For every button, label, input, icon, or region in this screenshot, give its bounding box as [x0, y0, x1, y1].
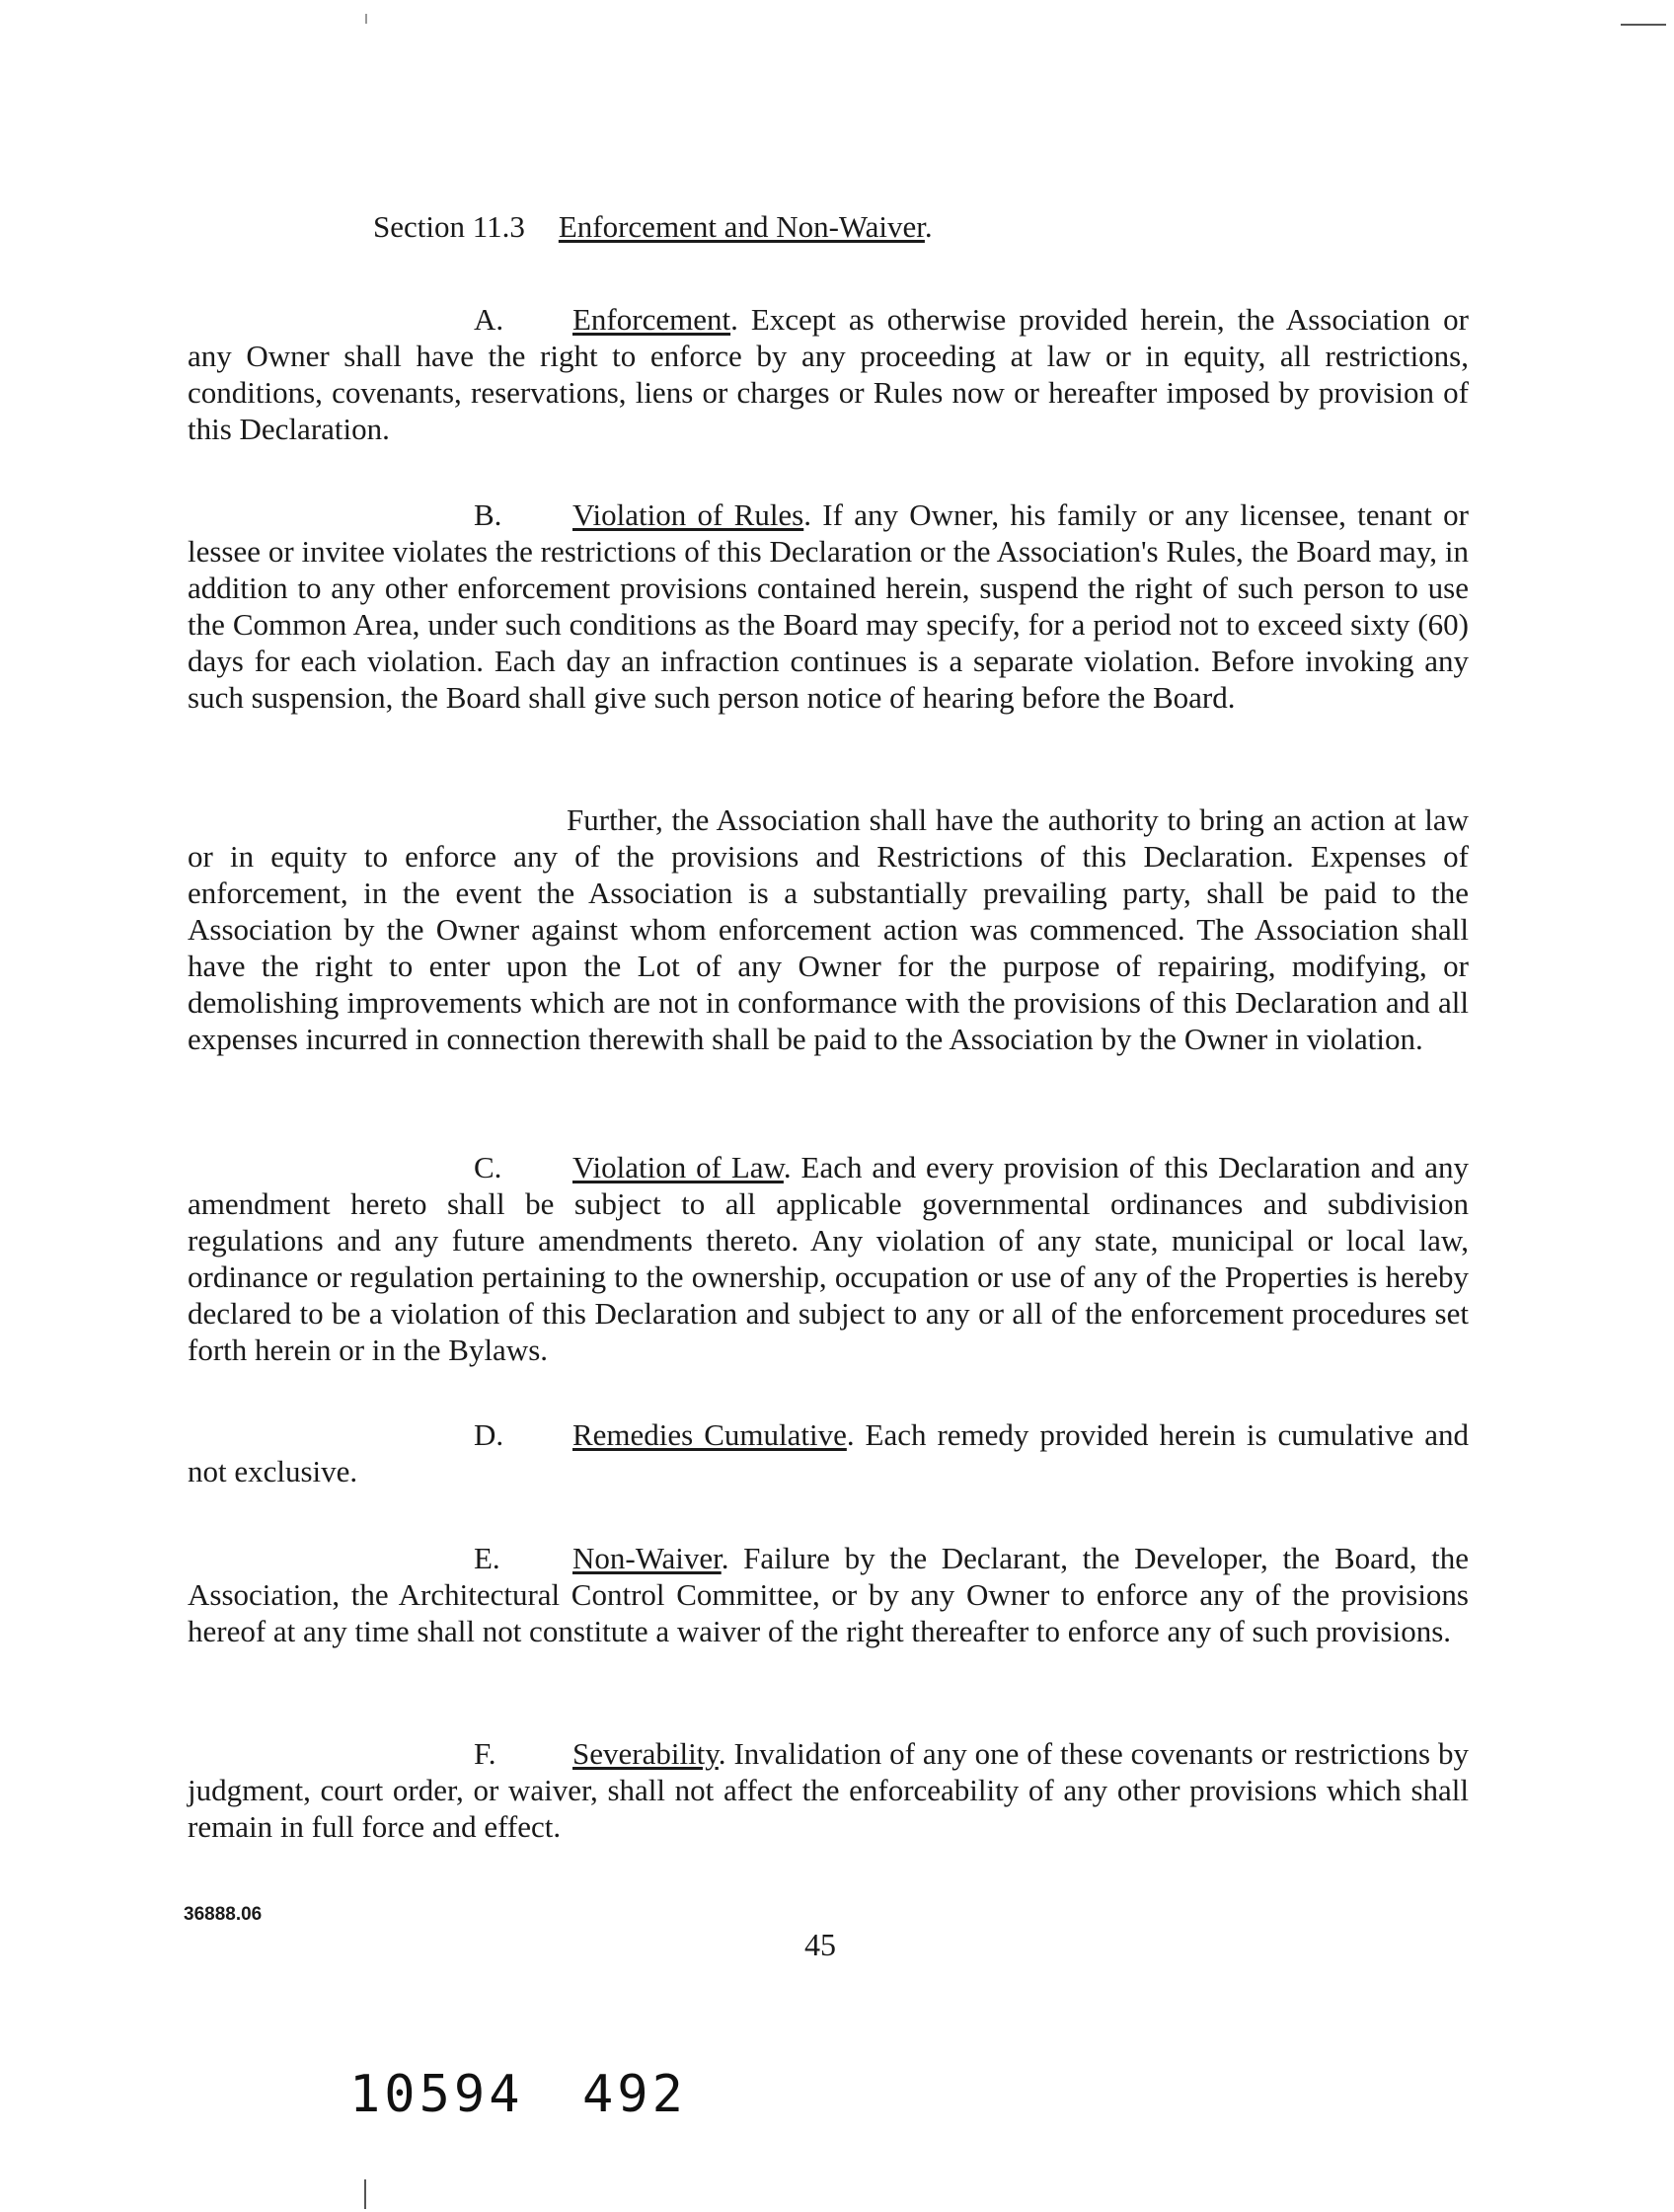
document-code: 36888.06: [184, 1904, 263, 1925]
paragraph-d-text: . Each remedy provided herein is cumulative and not exclusive.: [188, 1417, 1469, 1488]
paragraph-f-letter: F.: [474, 1736, 496, 1771]
section-number: Section 11.3: [373, 209, 525, 244]
section-title-period: .: [924, 209, 933, 244]
paragraph-b-further-text: Further, the Association shall have the authority to bring an action at law or in equity to enforce any of the provisions and Restrictions of this Declaration. Expenses of enforcement, in the event the Association is a substantially prevailing party, shall be paid to the Association by the Owner against whom enforcement action was commenced. The Association shall have the right to enter upon the Lot of any Owner for the purpose of repairing, modifying, or demolishing improvements which are not in conformance with the provisions of this Declaration and all expenses incurred in connection therewith shall be paid to the Association by the Owner in violation.: [188, 802, 1469, 1056]
paragraph-c-letter: C.: [474, 1150, 502, 1184]
paragraph-c-heading: Violation of Law: [572, 1150, 784, 1184]
page-number: 45: [804, 1927, 836, 1962]
paragraph-e-text: . Failure by the Declarant, the Developer, the Board, the Association, the Architectural Control Committee, or by any Owner to enforce any of the provisions hereof at any time shall not constitute a waiver of the right thereafter to enforce any of such provisions.: [188, 1541, 1469, 1648]
paragraph-c-text: . Each and every provision of this Declaration and any amendment hereto shall be subject to all applicable governmental ordinances and subdivision regulations and any future amendments thereto. Any violation of any state, municipal or local law, ordinance or regulation pertaining to the ownership, occupation or use of any of the Properties is hereby declared to be a violation of this Declaration and subject to any or all of the enforcement procedures set forth herein or in the Bylaws.: [188, 1150, 1469, 1367]
scan-mark-top-left: [365, 14, 367, 24]
paragraph-b-text: . If any Owner, his family or any licensee, tenant or lessee or invitee violates the restrictions of this Declaration or the Association's Rules, the Board may, in addition to any other enforcement provisions contained herein, suspend the right of such person to use the Common Area, under such conditions as the Board may specify, for a period not to exceed sixty (60) days for each violation. Each day an infraction continues is a separate violation. Before invoking any such suspension, the Board shall give such person notice of hearing before the Board.: [188, 497, 1469, 715]
paragraph-f-heading: Severability: [572, 1736, 719, 1771]
recording-stamp-page: 492: [582, 2065, 687, 2124]
section-title: Enforcement and Non-Waiver: [558, 209, 925, 244]
paragraph-b-further: [188, 801, 1469, 1057]
scan-mark-top-right: [1621, 24, 1666, 26]
paragraph-a: [188, 301, 1469, 447]
paragraph-d-letter: D.: [474, 1417, 504, 1452]
section-heading: [373, 207, 933, 247]
paragraph-c: [188, 1149, 1469, 1368]
paragraph-a-text: . Except as otherwise provided herein, the Association or any Owner shall have the right to enforce by any proceeding at law or in equity, all restrictions, conditions, covenants, reservations, liens or charges or Rules now or hereafter imposed by provision of this Declaration.: [188, 302, 1469, 446]
paragraph-b: [188, 496, 1469, 716]
paragraph-f-text: . Invalidation of any one of these covenants or restrictions by judgment, court order, or waiver, shall not affect the enforceability of any other provisions which shall remain in full force and effect.: [188, 1736, 1469, 1844]
paragraph-d-heading: Remedies Cumulative: [572, 1417, 847, 1452]
paragraph-b-letter: B.: [474, 497, 502, 532]
paragraph-d: [188, 1416, 1469, 1489]
recording-stamp-book: 10594: [349, 2065, 524, 2124]
paragraph-a-letter: A.: [474, 302, 504, 337]
paragraph-f: [188, 1735, 1469, 1845]
paragraph-e: [188, 1540, 1469, 1649]
paragraph-e-letter: E.: [474, 1541, 500, 1575]
scan-mark-bottom-left: [364, 2179, 366, 2209]
paragraph-b-heading: Violation of Rules: [572, 497, 804, 532]
paragraph-a-heading: Enforcement: [572, 302, 731, 337]
paragraph-e-heading: Non-Waiver: [572, 1541, 722, 1575]
